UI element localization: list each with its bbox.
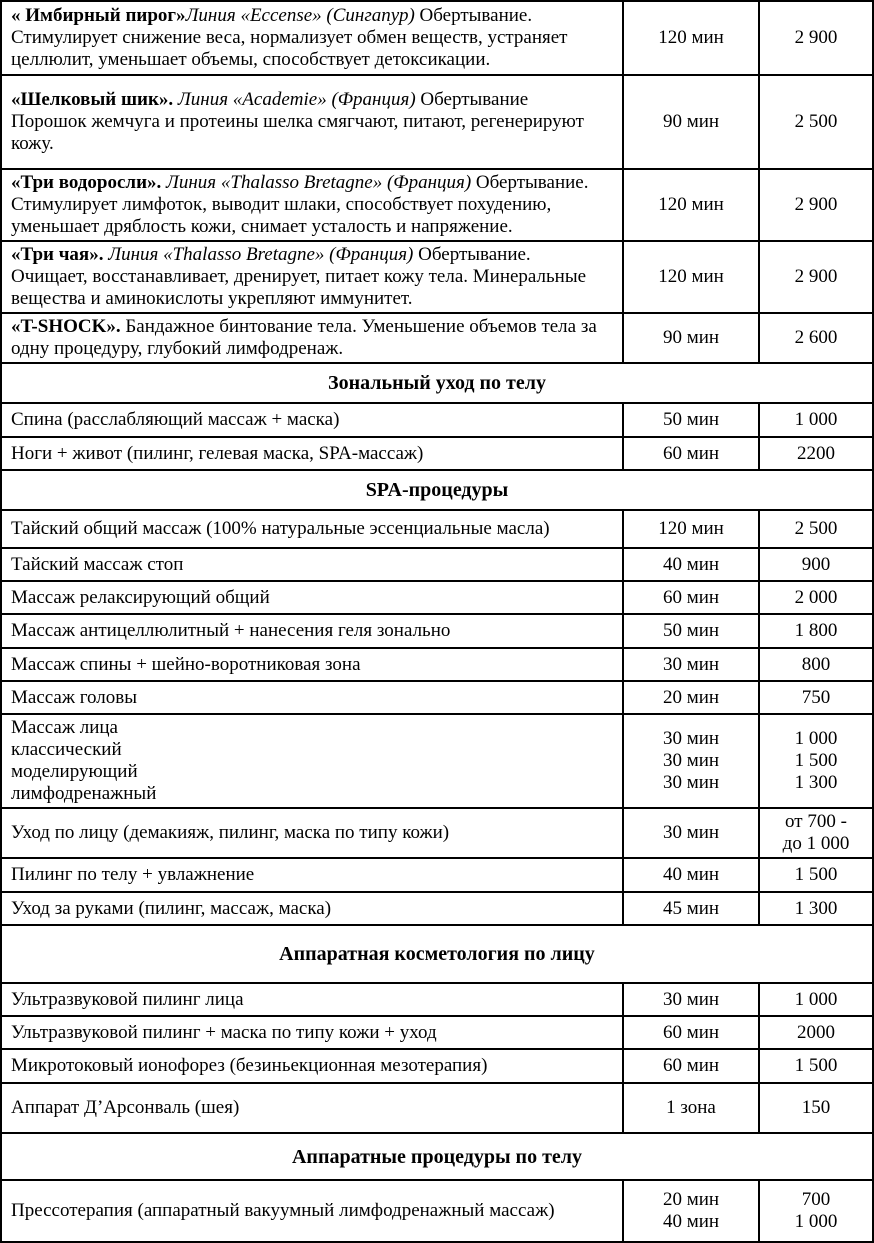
service-row bbox=[1, 858, 873, 892]
service-name bbox=[11, 5, 616, 27]
service-row bbox=[1, 1016, 873, 1049]
service-name-segment: Обертывание. bbox=[414, 5, 533, 26]
duration-cell: 60 мин bbox=[623, 1049, 759, 1083]
duration-cell: 120 мин bbox=[623, 241, 759, 313]
duration-cell: 45 мин bbox=[623, 892, 759, 925]
service-row bbox=[1, 241, 873, 313]
service-description: Очищает, восстанавливает, дренирует, питает кожу тела. Минеральные вещества и аминокислоты укрепляют иммунитет. bbox=[11, 266, 587, 309]
duration-cell: 30 мин bbox=[623, 983, 759, 1016]
service-name-cell bbox=[1, 169, 623, 241]
price-cell: 150 bbox=[759, 1083, 873, 1133]
price-line: до 1 000 bbox=[782, 833, 850, 854]
price-table-body bbox=[1, 1, 873, 1242]
duration-cell: 50 мин bbox=[623, 614, 759, 648]
service-name-cell: Микротоковый ионофорез (безиньекционная мезотерапия) bbox=[1, 1049, 623, 1083]
service-name-segment: Обертывание. bbox=[413, 244, 531, 265]
service-name-cell: Ультразвуковой пилинг + маска по типу кожи + уход bbox=[1, 1016, 623, 1049]
duration-cell: 60 мин bbox=[623, 1016, 759, 1049]
section-title: Аппаратные процедуры по телу bbox=[1, 1133, 873, 1180]
section-header-row bbox=[1, 363, 873, 403]
price-cell: 1 000 bbox=[759, 983, 873, 1016]
service-name-segment: Бандажное бинтование тела. Уменьшение объемов тела за одну процедуру, глубокий лимфодренаж. bbox=[11, 316, 597, 359]
service-name-cell: Уход за руками (пилинг, массаж, маска) bbox=[1, 892, 623, 925]
service-name-cell: Аппарат Д’Арсонваль (шея) bbox=[1, 1083, 623, 1133]
duration-cell bbox=[623, 714, 759, 808]
price-line: 700 bbox=[801, 1189, 831, 1210]
service-name-cell: Тайский массаж стоп bbox=[1, 548, 623, 581]
service-name-cell bbox=[1, 714, 623, 808]
service-name-segment: Обертывание bbox=[415, 89, 529, 110]
service-name-cell: Ноги + живот (пилинг, гелевая маска, SPA-массаж) bbox=[1, 437, 623, 470]
section-header-row bbox=[1, 470, 873, 510]
duration-cell: 120 мин bbox=[623, 169, 759, 241]
service-name-segment: «Три водоросли». bbox=[11, 172, 162, 193]
service-name-segment: Линия «Thalasso Bretagne» (Франция) bbox=[161, 172, 472, 193]
service-name-cell bbox=[1, 1, 623, 75]
price-cell: 1 500 bbox=[759, 1049, 873, 1083]
price-cell: 2000 bbox=[759, 1016, 873, 1049]
service-name-cell: Спина (расслабляющий массаж + маска) bbox=[1, 403, 623, 437]
service-row bbox=[1, 437, 873, 470]
price-line: 1 000 bbox=[794, 1211, 838, 1232]
price-cell: 750 bbox=[759, 681, 873, 714]
section-title: Аппаратная косметология по лицу bbox=[1, 925, 873, 983]
price-line: 1 000 bbox=[794, 728, 838, 749]
price-cell: 2 600 bbox=[759, 313, 873, 363]
duration-cell: 30 мин bbox=[623, 648, 759, 681]
price-cell bbox=[759, 714, 873, 808]
service-name-cell: Массаж антицеллюлитный + нанесения геля зонально bbox=[1, 614, 623, 648]
service-row bbox=[1, 983, 873, 1016]
price-cell bbox=[759, 808, 873, 858]
duration-cell: 40 мин bbox=[623, 548, 759, 581]
service-name-line: классический bbox=[11, 739, 122, 760]
service-row bbox=[1, 614, 873, 648]
service-description: Порошок жемчуга и протеины шелка смягчают, питают, регенерируют кожу. bbox=[11, 111, 584, 154]
service-name-cell: Пилинг по телу + увлажнение bbox=[1, 858, 623, 892]
price-cell: 800 bbox=[759, 648, 873, 681]
section-title: Зональный уход по телу bbox=[1, 363, 873, 403]
price-cell: 1 500 bbox=[759, 858, 873, 892]
duration-cell: 20 мин bbox=[623, 681, 759, 714]
price-line: от 700 - bbox=[785, 811, 847, 832]
duration-cell bbox=[623, 1180, 759, 1242]
service-name-line: лимфодренажный bbox=[11, 783, 157, 804]
price-cell: 2 900 bbox=[759, 1, 873, 75]
price-cell: 900 bbox=[759, 548, 873, 581]
service-name-cell bbox=[1, 313, 623, 363]
service-name bbox=[11, 89, 616, 111]
service-row bbox=[1, 714, 873, 808]
service-name-segment: Линия «Academie» (Франция) bbox=[173, 89, 416, 110]
price-cell: 2 900 bbox=[759, 169, 873, 241]
service-row bbox=[1, 892, 873, 925]
service-name-cell: Массаж релаксирующий общий bbox=[1, 581, 623, 614]
section-header-row bbox=[1, 925, 873, 983]
price-cell: 1 300 bbox=[759, 892, 873, 925]
service-name-cell bbox=[1, 75, 623, 169]
service-name-cell: Уход по лицу (демакияж, пилинг, маска по типу кожи) bbox=[1, 808, 623, 858]
service-name-segment: Линия «Eccense» (Сингапур) bbox=[185, 5, 415, 26]
duration-cell: 90 мин bbox=[623, 75, 759, 169]
service-row bbox=[1, 548, 873, 581]
service-row bbox=[1, 648, 873, 681]
duration-cell: 120 мин bbox=[623, 510, 759, 548]
service-name bbox=[11, 244, 616, 266]
service-row bbox=[1, 169, 873, 241]
service-row bbox=[1, 75, 873, 169]
section-header-row bbox=[1, 1133, 873, 1180]
service-row bbox=[1, 1180, 873, 1242]
service-name-line: моделирующий bbox=[11, 761, 138, 782]
service-name-segment: « Имбирный пирог» bbox=[11, 5, 186, 26]
service-name bbox=[11, 172, 616, 194]
service-name-segment: Обертывание. bbox=[471, 172, 589, 193]
service-name-segment: «Шелковый шик». bbox=[11, 89, 174, 110]
service-name-cell: Прессотерапия (аппаратный вакуумный лимфодренажный массаж) bbox=[1, 1180, 623, 1242]
price-cell: 2 900 bbox=[759, 241, 873, 313]
service-description: Стимулирует лимфоток, выводит шлаки, способствует похудению, уменьшает дряблость кожи, снимает усталость и напряжение. bbox=[11, 194, 552, 237]
price-line: 1 300 bbox=[794, 772, 838, 793]
price-cell: 2 500 bbox=[759, 75, 873, 169]
duration-cell: 1 зона bbox=[623, 1083, 759, 1133]
duration-cell: 30 мин bbox=[623, 808, 759, 858]
price-line: 1 500 bbox=[794, 750, 838, 771]
service-description: Стимулирует снижение веса, нормализует обмен веществ, устраняет целлюлит, уменьшает объемы, способствует детоксикации. bbox=[11, 27, 568, 70]
service-row bbox=[1, 510, 873, 548]
service-row bbox=[1, 403, 873, 437]
duration-cell: 60 мин bbox=[623, 437, 759, 470]
service-row bbox=[1, 581, 873, 614]
service-name-segment: «Три чая». bbox=[11, 244, 104, 265]
service-row bbox=[1, 1049, 873, 1083]
price-cell: 2 000 bbox=[759, 581, 873, 614]
price-cell: 1 000 bbox=[759, 403, 873, 437]
service-row bbox=[1, 808, 873, 858]
duration-cell: 60 мин bbox=[623, 581, 759, 614]
duration-line: 30 мин bbox=[662, 728, 720, 749]
price-cell: 1 800 bbox=[759, 614, 873, 648]
duration-cell: 120 мин bbox=[623, 1, 759, 75]
service-row bbox=[1, 313, 873, 363]
duration-line: 30 мин bbox=[662, 750, 720, 771]
service-name bbox=[11, 316, 616, 360]
service-name-line: Массаж лица bbox=[11, 717, 118, 738]
service-name-cell: Ультразвуковой пилинг лица bbox=[1, 983, 623, 1016]
price-cell: 2200 bbox=[759, 437, 873, 470]
service-row bbox=[1, 681, 873, 714]
duration-line: 20 мин bbox=[662, 1189, 720, 1210]
duration-cell: 40 мин bbox=[623, 858, 759, 892]
service-name-segment: «T-SHOCK». bbox=[11, 316, 121, 337]
service-row bbox=[1, 1083, 873, 1133]
service-name-cell: Массаж головы bbox=[1, 681, 623, 714]
duration-line: 30 мин bbox=[662, 772, 720, 793]
duration-cell: 50 мин bbox=[623, 403, 759, 437]
duration-line: 40 мин bbox=[662, 1211, 720, 1232]
service-name-cell bbox=[1, 241, 623, 313]
service-name-cell: Тайский общий массаж (100% натуральные эссенциальные масла) bbox=[1, 510, 623, 548]
service-name-segment: Линия «Thalasso Bretagne» (Франция) bbox=[103, 244, 414, 265]
duration-cell: 90 мин bbox=[623, 313, 759, 363]
section-title: SPA-процедуры bbox=[1, 470, 873, 510]
service-name-cell: Массаж спины + шейно-воротниковая зона bbox=[1, 648, 623, 681]
service-row bbox=[1, 1, 873, 75]
price-cell: 2 500 bbox=[759, 510, 873, 548]
price-cell bbox=[759, 1180, 873, 1242]
